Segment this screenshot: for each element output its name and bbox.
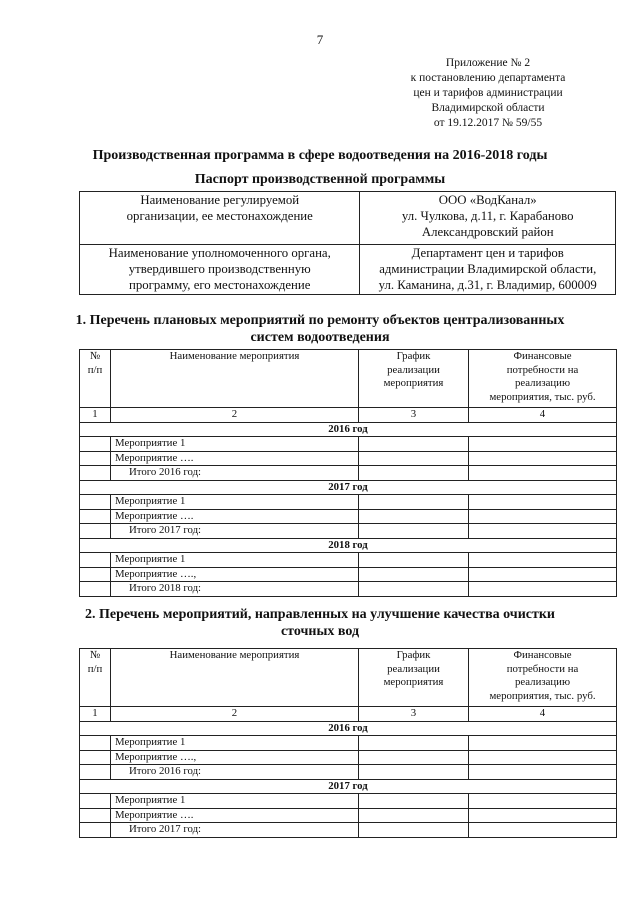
cell bbox=[80, 524, 111, 539]
table-row bbox=[80, 509, 617, 524]
appendix-block bbox=[368, 56, 608, 131]
column-number: 2 bbox=[111, 707, 359, 722]
table-row bbox=[80, 524, 617, 539]
table-row bbox=[80, 567, 617, 582]
column-number: 2 bbox=[111, 408, 359, 423]
cell bbox=[80, 509, 111, 524]
event-name: Мероприятие 1 bbox=[111, 794, 359, 809]
cell bbox=[359, 823, 469, 838]
event-name: Мероприятие 1 bbox=[111, 437, 359, 452]
cell bbox=[80, 736, 111, 751]
cell bbox=[469, 553, 617, 568]
appendix-line: цен и тарифов администрации bbox=[413, 87, 563, 99]
header-cell-number bbox=[80, 649, 111, 707]
cell-text: № bbox=[89, 649, 101, 661]
cell-text: Александровский район bbox=[421, 225, 554, 239]
cell bbox=[359, 750, 469, 765]
passport-table bbox=[79, 191, 616, 295]
cell-text: реализацию bbox=[514, 377, 571, 389]
cell-text: График bbox=[396, 649, 431, 661]
table-row bbox=[80, 808, 617, 823]
cell bbox=[469, 567, 617, 582]
column-number: 4 bbox=[469, 408, 617, 423]
event-name: Мероприятие …., bbox=[111, 567, 359, 582]
cell bbox=[469, 808, 617, 823]
cell bbox=[80, 495, 111, 510]
table-row bbox=[80, 736, 617, 751]
event-name: Мероприятие 1 bbox=[111, 736, 359, 751]
table-row bbox=[80, 437, 617, 452]
header-cell-name: Наименование мероприятия bbox=[111, 350, 359, 408]
year-row bbox=[80, 779, 617, 794]
event-name: Мероприятие …., bbox=[111, 750, 359, 765]
cell bbox=[469, 524, 617, 539]
table-row bbox=[80, 553, 617, 568]
year-row bbox=[80, 480, 617, 495]
section2-title bbox=[0, 606, 640, 640]
passport-row-authority bbox=[80, 245, 616, 295]
table-header-row bbox=[80, 350, 617, 408]
passport-value-cell bbox=[360, 245, 616, 295]
cell-text: Финансовые bbox=[513, 649, 572, 661]
header-cell-schedule bbox=[359, 350, 469, 408]
cell-text: потребности на bbox=[506, 662, 579, 675]
cell bbox=[80, 794, 111, 809]
cell bbox=[359, 567, 469, 582]
wastewater-quality-table bbox=[79, 648, 617, 838]
appendix-line: Владимирской области bbox=[431, 102, 545, 114]
table-header-row bbox=[80, 649, 617, 707]
total-label: Итого 2017 год: bbox=[111, 524, 359, 539]
cell-text: ООО «ВодКанал» bbox=[438, 193, 537, 207]
table-row bbox=[80, 466, 617, 481]
cell bbox=[80, 823, 111, 838]
year-row bbox=[80, 422, 617, 437]
header-cell-name: Наименование мероприятия bbox=[111, 649, 359, 707]
cell bbox=[469, 466, 617, 481]
total-label: Итого 2018 год: bbox=[111, 582, 359, 597]
column-number: 3 bbox=[359, 408, 469, 423]
event-name: Мероприятие 1 bbox=[111, 495, 359, 510]
cell bbox=[469, 750, 617, 765]
header-cell-number bbox=[80, 350, 111, 408]
cell-text: реализации bbox=[387, 363, 440, 376]
cell-text: ул. Каманина, д.31, г. Владимир, 600009 bbox=[378, 278, 597, 292]
total-label: Итого 2016 год: bbox=[111, 466, 359, 481]
cell bbox=[359, 765, 469, 780]
cell bbox=[359, 451, 469, 466]
page-number: 7 bbox=[316, 32, 324, 47]
year-row bbox=[80, 538, 617, 553]
cell-text: администрации Владимирской области, bbox=[379, 262, 597, 276]
cell-text: мероприятия, тыс. руб. bbox=[489, 390, 596, 403]
appendix-line: от 19.12.2017 № 59/55 bbox=[433, 117, 543, 129]
cell bbox=[359, 495, 469, 510]
table-row bbox=[80, 582, 617, 597]
year-label: 2016 год bbox=[80, 721, 617, 736]
cell bbox=[80, 582, 111, 597]
cell-text: № bbox=[89, 350, 101, 362]
cell bbox=[359, 582, 469, 597]
cell-text: организации, ее местонахождение bbox=[126, 209, 313, 223]
cell-text: мероприятия, тыс. руб. bbox=[489, 689, 596, 702]
table-row bbox=[80, 495, 617, 510]
total-label: Итого 2016 год: bbox=[111, 765, 359, 780]
table-row bbox=[80, 765, 617, 780]
table-row bbox=[80, 794, 617, 809]
cell bbox=[359, 466, 469, 481]
section1-title bbox=[0, 312, 640, 346]
cell bbox=[359, 524, 469, 539]
cell-text: реализации bbox=[387, 662, 440, 675]
appendix-line: Приложение № 2 bbox=[445, 57, 531, 69]
total-label: Итого 2017 год: bbox=[111, 823, 359, 838]
year-label: 2017 год bbox=[80, 779, 617, 794]
event-name: Мероприятие …. bbox=[111, 509, 359, 524]
cell-text: мероприятия bbox=[383, 676, 444, 688]
cell bbox=[359, 808, 469, 823]
header-cell-finance bbox=[469, 649, 617, 707]
section-title-line: 2. Перечень мероприятий, направленных на улучшение качества очистки bbox=[84, 607, 555, 622]
table-row bbox=[80, 750, 617, 765]
cell bbox=[469, 794, 617, 809]
header-cell-schedule bbox=[359, 649, 469, 707]
cell bbox=[80, 451, 111, 466]
column-number: 1 bbox=[80, 707, 111, 722]
cell bbox=[469, 437, 617, 452]
table-row bbox=[80, 823, 617, 838]
cell bbox=[469, 765, 617, 780]
passport-label-cell bbox=[80, 192, 360, 245]
cell bbox=[80, 466, 111, 481]
cell-text: п/п bbox=[87, 662, 103, 675]
cell-text: мероприятия bbox=[383, 377, 444, 389]
cell-text: Финансовые bbox=[513, 350, 572, 362]
year-label: 2018 год bbox=[80, 538, 617, 553]
cell bbox=[469, 451, 617, 466]
year-label: 2017 год bbox=[80, 480, 617, 495]
column-number: 4 bbox=[469, 707, 617, 722]
cell bbox=[359, 553, 469, 568]
cell bbox=[469, 823, 617, 838]
cell bbox=[469, 736, 617, 751]
cell-text: Наименование регулируемой bbox=[140, 193, 300, 207]
cell bbox=[359, 794, 469, 809]
event-name: Мероприятие 1 bbox=[111, 553, 359, 568]
cell-text: ул. Чулкова, д.11, г. Карабаново bbox=[401, 209, 574, 223]
year-label: 2016 год bbox=[80, 422, 617, 437]
cell bbox=[469, 509, 617, 524]
cell-text: потребности на bbox=[506, 363, 579, 376]
passport-title: Паспорт производственной программы bbox=[194, 172, 446, 187]
column-number: 1 bbox=[80, 408, 111, 423]
year-row bbox=[80, 721, 617, 736]
passport-value-cell bbox=[360, 192, 616, 245]
cell-text: Департамент цен и тарифов bbox=[411, 246, 564, 260]
column-number-row bbox=[80, 707, 617, 722]
cell-text: Наименование уполномоченного органа, bbox=[108, 246, 331, 260]
repair-plan-table bbox=[79, 349, 617, 597]
cell-text: утвердившего производственную bbox=[128, 262, 311, 276]
cell bbox=[80, 567, 111, 582]
header-cell-finance bbox=[469, 350, 617, 408]
cell-text: программу, его местонахождение bbox=[129, 278, 311, 292]
cell bbox=[80, 808, 111, 823]
table-row bbox=[80, 451, 617, 466]
document-title: Производственная программа в сфере водоотведения на 2016-2018 годы bbox=[92, 148, 548, 163]
cell bbox=[80, 750, 111, 765]
cell bbox=[359, 509, 469, 524]
appendix-line: к постановлению департамента bbox=[410, 72, 566, 84]
cell-text: п/п bbox=[87, 363, 103, 376]
cell bbox=[80, 553, 111, 568]
passport-row-organization bbox=[80, 192, 616, 245]
cell-text: График bbox=[396, 350, 431, 362]
passport-label-cell bbox=[80, 245, 360, 295]
event-name: Мероприятие …. bbox=[111, 451, 359, 466]
cell bbox=[80, 765, 111, 780]
cell bbox=[469, 495, 617, 510]
cell bbox=[80, 437, 111, 452]
column-number-row bbox=[80, 408, 617, 423]
cell bbox=[359, 437, 469, 452]
cell bbox=[469, 582, 617, 597]
cell bbox=[359, 736, 469, 751]
section-title-line: сточных вод bbox=[280, 624, 360, 639]
column-number: 3 bbox=[359, 707, 469, 722]
section-title-line: систем водоотведения bbox=[250, 330, 390, 345]
event-name: Мероприятие …. bbox=[111, 808, 359, 823]
cell-text: реализацию bbox=[514, 676, 571, 688]
section-title-line: 1. Перечень плановых мероприятий по ремонту объектов централизованных bbox=[75, 313, 565, 328]
